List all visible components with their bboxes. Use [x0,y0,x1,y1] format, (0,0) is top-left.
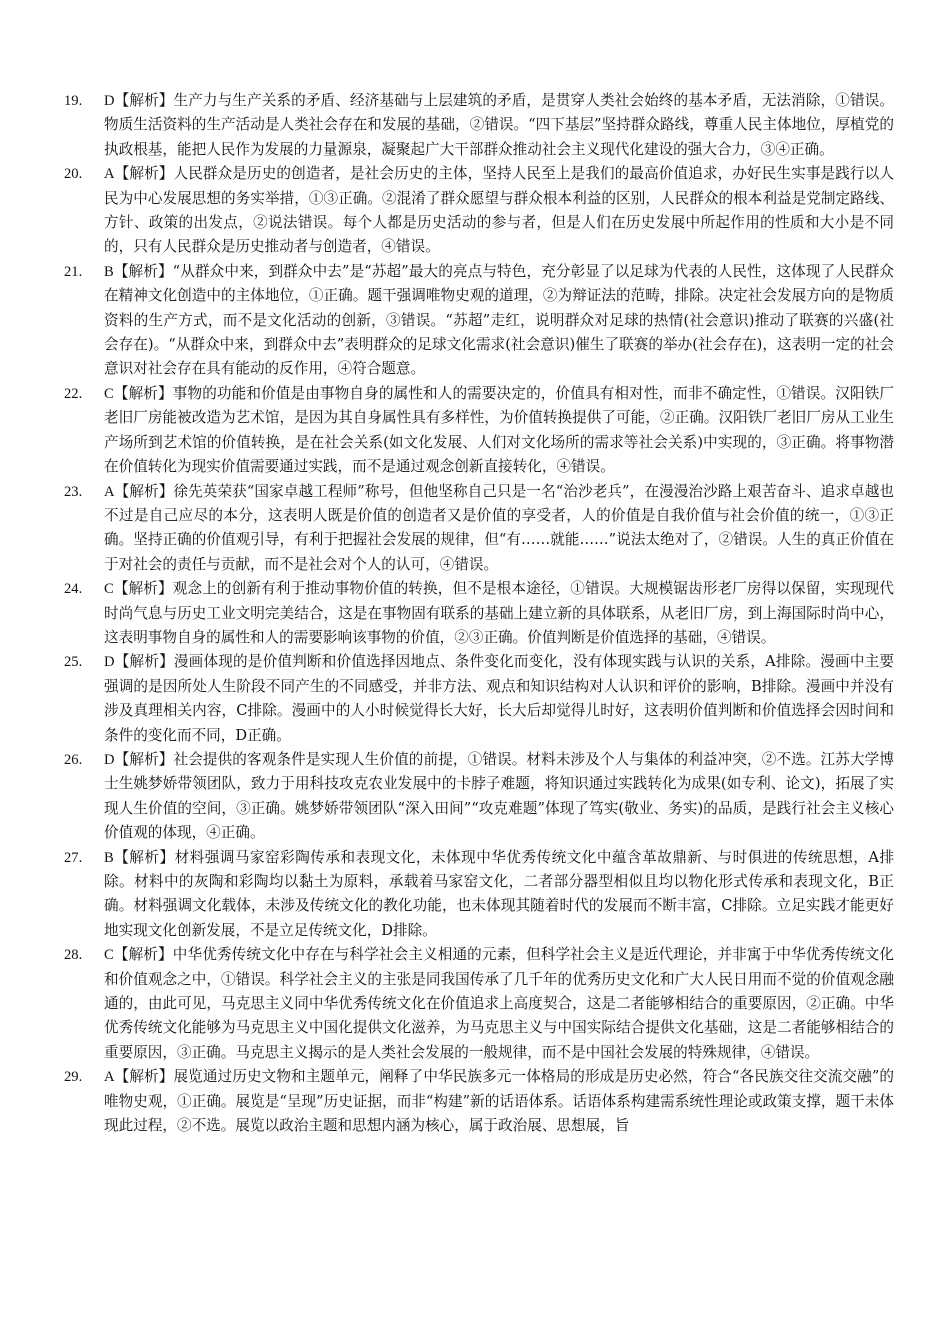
answer-item-29 [64,1065,894,1138]
analysis-label: 【解析】 [114,750,174,768]
item-number: 25. [64,654,83,671]
item-number: 19. [64,93,83,109]
analysis-label: 【解析】 [114,653,174,671]
answer-letter: C [104,385,114,402]
item-number: 20. [64,166,83,183]
answer-item-21 [64,260,894,382]
answer-letter: A [104,1069,115,1086]
analysis-text: 生产力与生产关系的矛盾、经济基础与上层建筑的矛盾，是贯穿人类社会始终的基本矛盾，无法消除，①错误。物质生活资料的生产活动是人类社会存在和发展的基础，②错误。“四下基层”坚持群众路线，尊重人民主体地位，厚植党的执政根基，能把人民作为发展的力量源泉，凝聚起广大干部群众推动社会主义现代化建设的强大合力，③④正确。 [104,92,894,158]
answer-item-28 [64,943,894,1065]
analysis-text: 徐先英荣获“国家卓越工程师”称号，但他坚称自己只是一名“治沙老兵”，在漫漫治沙路上艰苦奋斗、追求卓越也不过是自己应尽的本分，这表明人既是价值的创造者又是价值的享受者，人的价值是自我价值与社会价值的统一，①③正确。坚持正确的价值观引导，有利于把握社会发展的规律，但“有……就能……”说法太绝对了，②错误。人生的真正价值在于对社会的责任与贡献，而不是社会对个人的认可，④错误。 [104,482,894,573]
analysis-label: 【解析】 [114,1068,174,1086]
answer-item-23 [64,480,894,578]
analysis-text: 漫画体现的是价值判断和价值选择因地点、条件变化而变化，没有体现实践与认识的关系，A排除。漫画中主要强调的是因所处人生阶段不同产生的不同感受，并非方法、观点和知识结构对人认识和评价的影响，B排除。漫画中并没有涉及真理相关内容，C排除。漫画中的人小时候觉得长大好，长大后却觉得儿时好，这表明价值判断和价值选择会因时间和条件的变化而不同，D正确。 [104,653,894,744]
answer-item-27 [64,846,894,944]
answer-item-22 [64,382,894,480]
item-number: 28. [64,947,83,964]
item-number: 23. [64,483,83,500]
analysis-label: 【解析】 [113,580,173,598]
answer-letter: D [104,93,115,109]
answer-letter: B [104,263,114,280]
item-number: 27. [64,849,83,866]
analysis-text: 事物的功能和价值是由事物自身的属性和人的需要决定的，价值具有相对性，而非不确定性，①错误。汉阳铁厂老旧厂房能被改造为艺术馆，是因为其自身属性具有多样性，为价值转换提供了可能，②正确。汉阳铁厂老旧厂房从工业生产场所到艺术馆的价值转换，是在社会关系(如文化发展、人们对文化场所的需求等社会关系)中实现的，③正确。将事物潜在价值转化为现实价值需要通过实践，而不是通过观念创新直接转化，④错误。 [104,384,894,476]
answer-item-20 [64,162,894,260]
document-body [64,89,894,1138]
item-number: 26. [64,751,83,768]
answer-item-24 [64,577,894,650]
item-number: 22. [64,385,83,402]
analysis-label: 【解析】 [114,165,174,183]
analysis-label: 【解析】 [113,848,175,866]
item-number: 24. [64,581,83,598]
analysis-label: 【解析】 [113,946,173,964]
analysis-text: 社会提供的客观条件是实现人生价值的前提，①错误。材料未涉及个人与集体的利益冲突，②不选。江苏大学博士生姚梦娇带领团队，致力于用科技攻克农业发展中的卡脖子难题，将知识通过实践转化为成果(如专利、论文)，拓展了实现人生价值的空间，③正确。姚梦娇带领团队“深入田间”“攻克难题”体现了笃实(敬业、务实)的品质，是践行社会主义核心价值观的体现，④正确。 [104,750,894,842]
answer-letter: C [104,947,114,964]
answer-letter: D [104,751,115,768]
analysis-text: 人民群众是历史的创造者，是社会历史的主体，坚持人民至上是我们的最高价值追求，办好民生实事是践行以人民为中心发展思想的务实举措，①③正确。②混淆了群众愿望与群众根本利益的区别，人民群众的根本利益是党制定路线、方针、政策的出发点，②说法错误。每个人都是历史活动的参与者，但是人们在历史发展中所起作用的性质和大小是不同的，只有人民群众是历史推动者与创造者，④错误。 [104,165,894,256]
answer-item-25 [64,650,894,748]
answer-letter: B [104,849,114,866]
analysis-text: 展览通过历史文物和主题单元，阐释了中华民族多元一体格局的形成是历史必然，符合“各民族交往交流交融”的唯物史观，①正确。展览是“呈现”历史证据，而非“构建”新的话语体系。话语体系构建需系统性理论或政策支撑，题干未体现此过程，②不选。展览以政治主题和思想内涵为核心，属于政治展、思想展，旨 [104,1068,894,1135]
analysis-text: 中华优秀传统文化中存在与科学社会主义相通的元素，但科学社会主义是近代理论，并非寓于中华优秀传统文化和价值观念之中，①错误。科学社会主义的主张是同我国传承了几千年的优秀历史文化和广大人民日用而不觉的价值观念融通的，由此可见，马克思主义同中华优秀传统文化在价值追求上高度契合，这是二者能够相结合的重要原因，②正确。中华优秀传统文化能够为马克思主义中国化提供文化滋养，为马克思主义与中国实际结合提供文化基础，这是二者能够相结合的重要原因，③正确。马克思主义揭示的是人类社会发展的一般规律，而不是中国社会发展的特殊规律，④错误。 [104,946,894,1061]
answer-letter: A [104,166,115,183]
answer-letter: C [104,581,114,598]
answer-item-26 [64,748,894,846]
answer-item-19 [64,89,894,162]
analysis-label: 【解析】 [114,92,174,109]
analysis-text: 材料强调马家窑彩陶传承和表现文化，未体现中华优秀传统文化中蕴含革故鼎新、与时俱进的传统思想，A排除。材料中的灰陶和彩陶均以黏土为原料，承载着马家窑文化，二者部分器型相似且均以物化形式传承和表现文化，B正确。材料强调文化载体，未涉及传统文化的教化功能，也未体现其随着时代的发展而不断丰富，C排除。立足实践才能更好地实现文化创新发展，不是立足传统文化，D排除。 [104,848,894,939]
answer-letter: D [104,654,115,671]
item-number: 21. [64,263,83,280]
analysis-label: 【解析】 [113,262,173,280]
analysis-label: 【解析】 [113,384,173,402]
answer-letter: A [104,483,115,500]
analysis-label: 【解析】 [114,482,174,500]
item-number: 29. [64,1069,83,1086]
analysis-text: “从群众中来，到群众中去”是“苏超”最大的亮点与特色，充分彰显了以足球为代表的人民性，这体现了人民群众在精神文化创造中的主体地位，①正确。题干强调唯物史观的道理，②为辩证法的范畴，排除。决定社会发展方向的是物质资料的生产方式，而不是文化活动的创新，③错误。“苏超”走红，说明群众对足球的热情(社会意识)推动了联赛的兴盛(社会存在)。“从群众中来，到群众中去”表明群众的足球文化需求(社会意识)催生了联赛的举办(社会存在)，这表明一定的社会意识对社会存在具有能动的反作用，④符合题意。 [104,262,894,378]
analysis-text: 观念上的创新有利于推动事物价值的转换，但不是根本途径，①错误。大规模锯齿形老厂房得以保留，实现现代时尚气息与历史工业文明完美结合，这是在事物固有联系的基础上建立新的具体联系，从老旧厂房，到上海国际时尚中心，这表明事物自身的属性和人的需要影响该事物的价值，②③正确。价值判断是价值选择的基础，④错误。 [104,580,894,646]
